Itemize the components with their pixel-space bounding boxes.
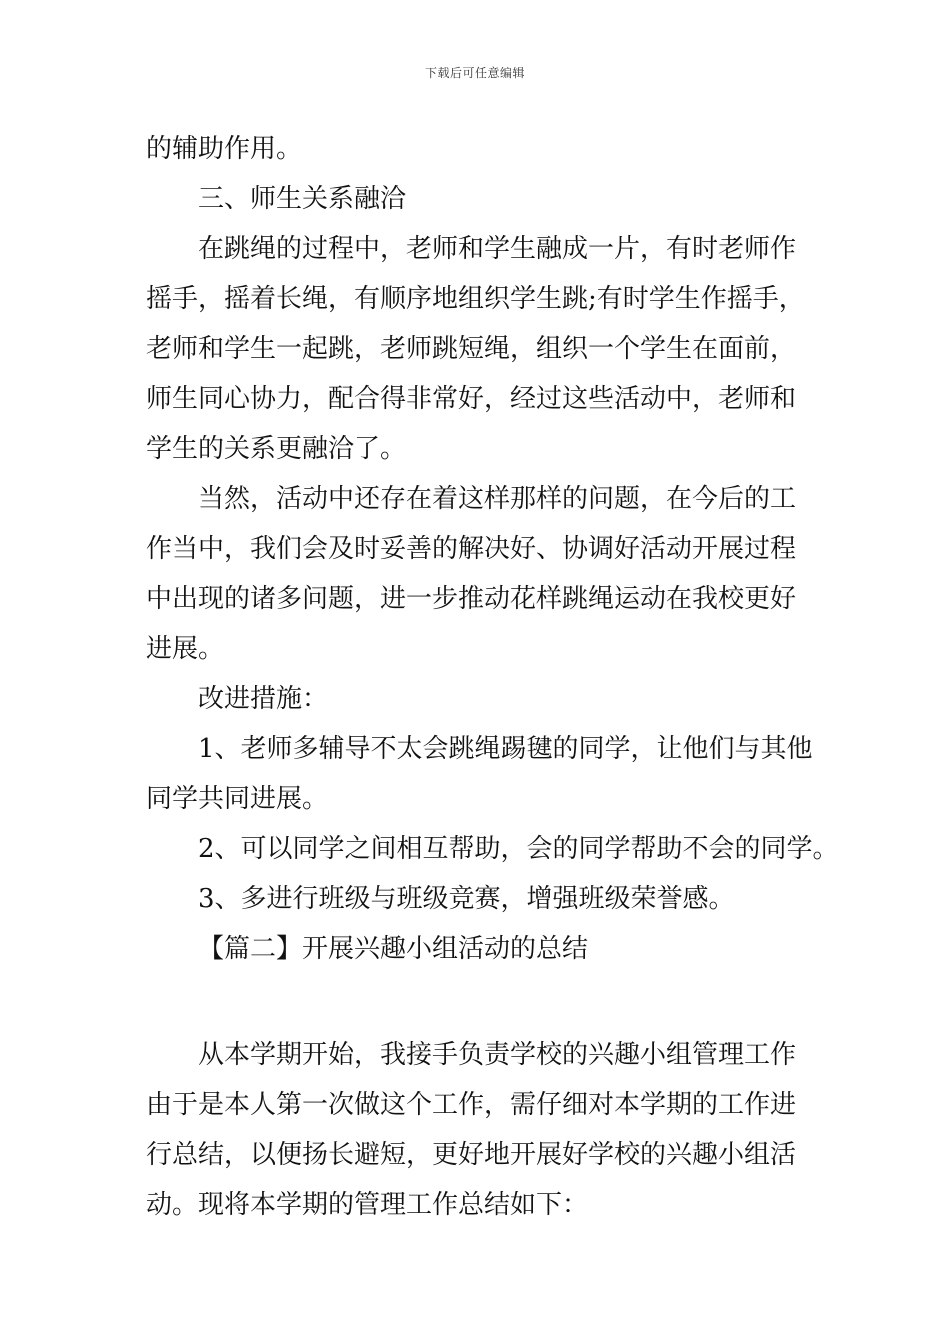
text-line: 老师和学生一起跳，老师跳短绳，组织一个学生在面前， [146, 334, 797, 364]
text-line: 在跳绳的过程中，老师和学生融成一片，有时老师作 [198, 234, 797, 264]
text-line: 摇手，摇着长绳，有顺序地组织学生跳;有时学生作摇手， [146, 284, 805, 314]
text-line: 进展。 [146, 634, 225, 664]
text-line: 由于是本人第一次做这个工作，需仔细对本学期的工作进 [146, 1090, 797, 1120]
list-item: 2、可以同学之间相互帮助，会的同学帮助不会的同学。 [198, 834, 839, 864]
text-line: 作当中，我们会及时妥善的解决好、协调好活动开展过程 [146, 534, 797, 564]
text-line: 的辅助作用。 [146, 134, 303, 164]
section-heading: 三、师生关系融洽 [198, 184, 407, 214]
text-line: 师生同心协力，配合得非常好，经过这些活动中，老师和 [146, 384, 797, 414]
section-heading: 改进措施： [198, 684, 329, 714]
spacer [146, 974, 810, 1030]
text-line: 学生的关系更融洽了。 [146, 434, 407, 464]
text-line: 动。现将本学期的管理工作总结如下： [146, 1190, 589, 1220]
text-line: 同学共同进展。 [146, 784, 329, 814]
text-line: 行总结，以便扬长避短，更好地开展好学校的兴趣小组活 [146, 1140, 797, 1170]
chapter-title: 【篇二】开展兴趣小组活动的总结 [198, 934, 589, 964]
document-body [146, 124, 839, 1230]
text-line: 从本学期开始，我接手负责学校的兴趣小组管理工作 [198, 1040, 797, 1070]
page-header: 下载后可任意编辑 [424, 66, 525, 80]
text-line: 当然，活动中还存在着这样那样的问题，在今后的工 [198, 484, 797, 514]
text-line: 中出现的诸多问题，进一步推动花样跳绳运动在我校更好 [146, 584, 797, 614]
list-item: 3、多进行班级与班级竞赛，增强班级荣誉感。 [198, 884, 735, 914]
list-item: 1、老师多辅导不太会跳绳踢毽的同学，让他们与其他 [198, 734, 813, 764]
